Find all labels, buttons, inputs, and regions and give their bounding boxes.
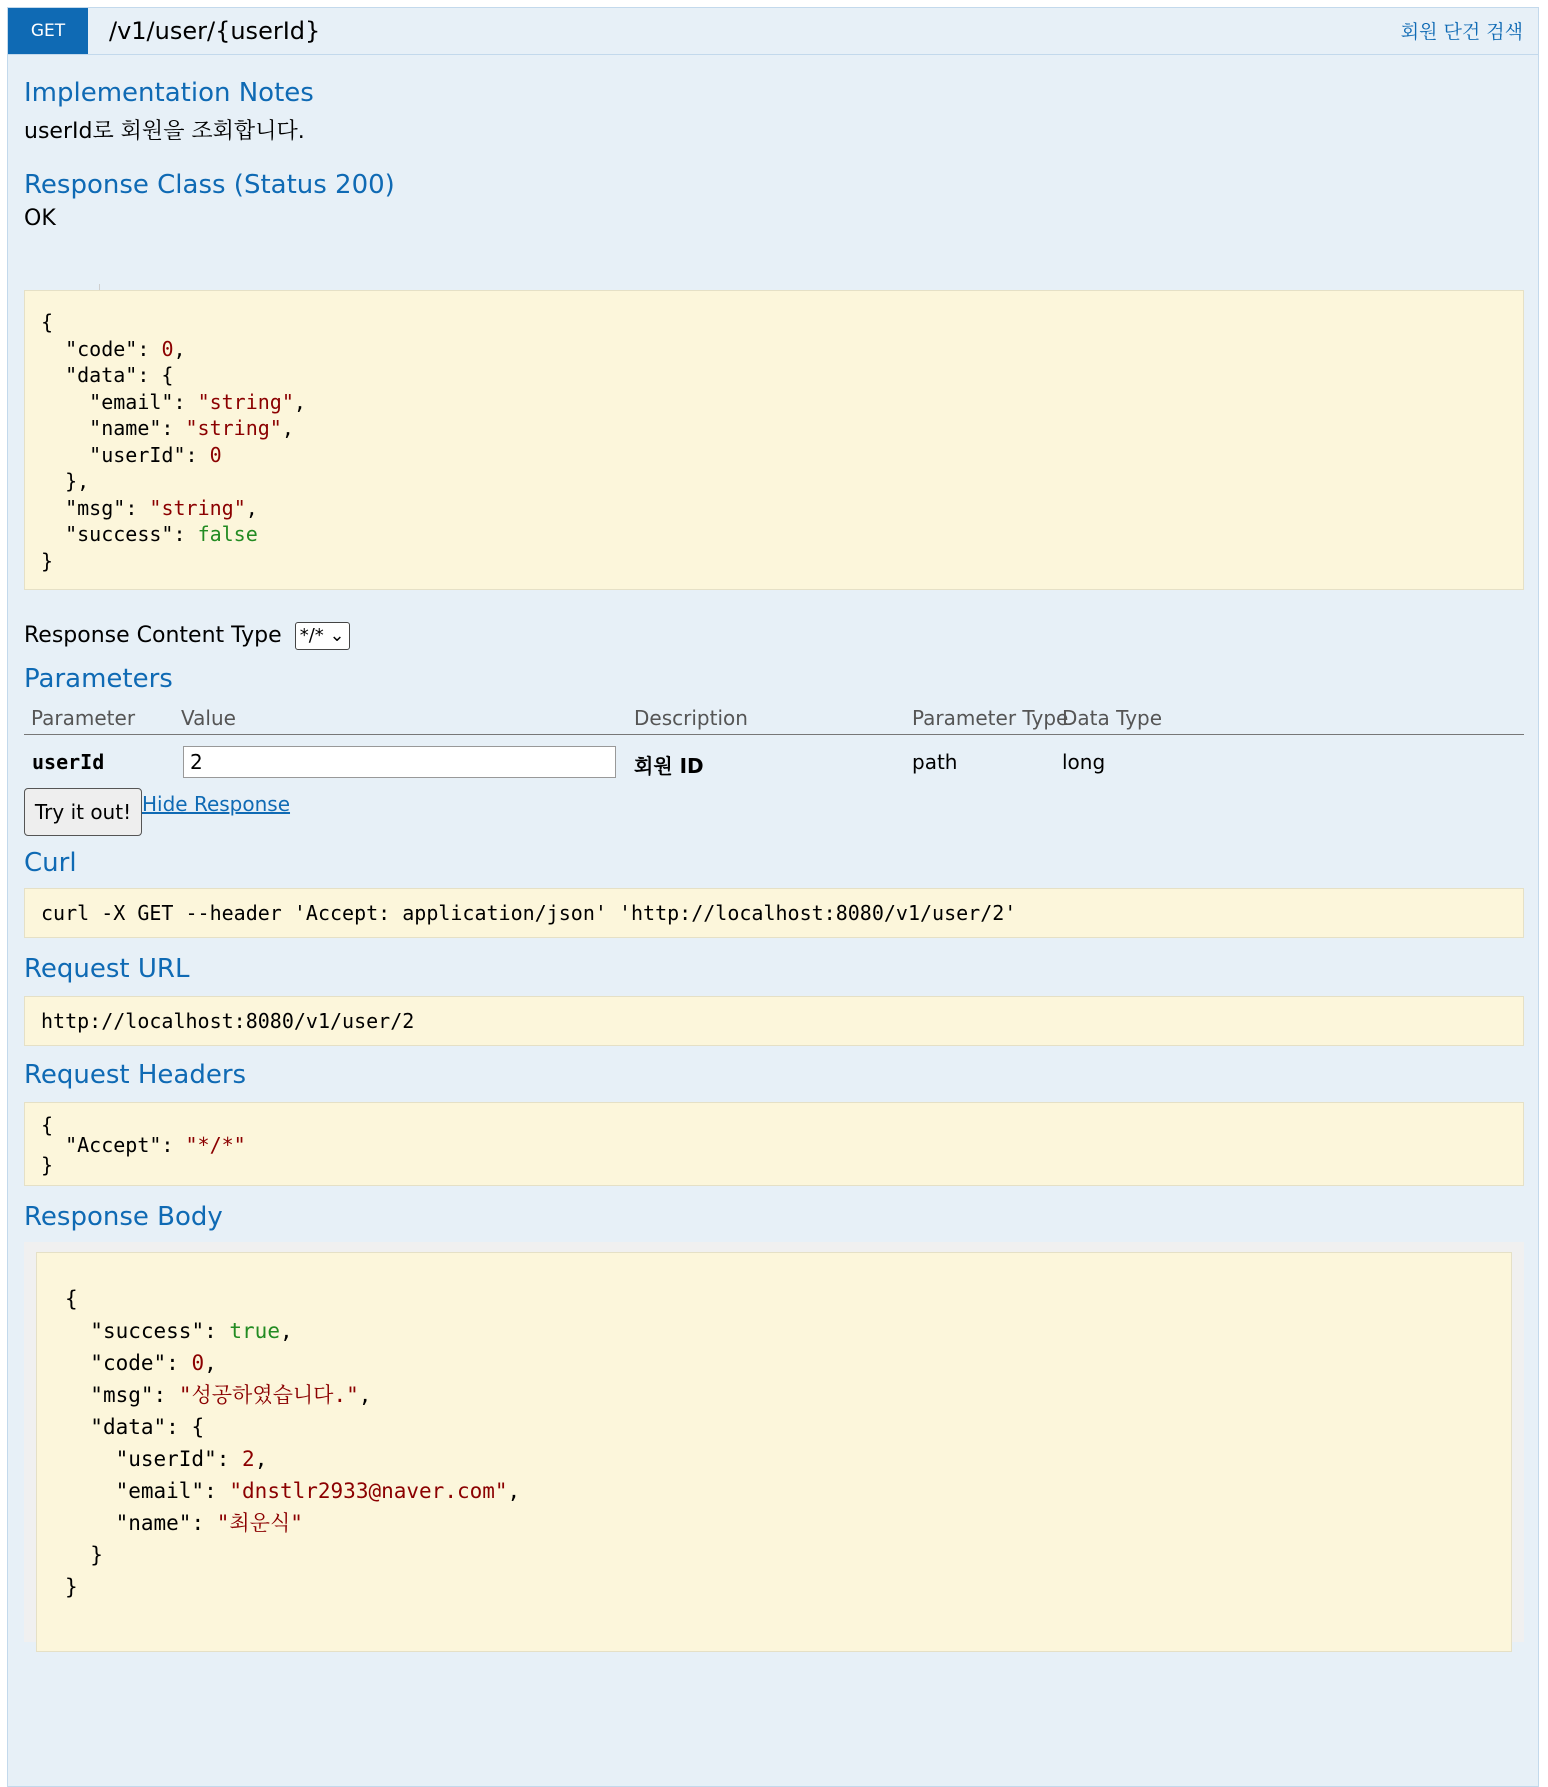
response-class-heading: Response Class (Status 200) <box>24 170 395 200</box>
parameter-description: 회원 ID <box>634 754 704 778</box>
operation-header[interactable] <box>8 8 1538 55</box>
parameters-heading: Parameters <box>24 664 173 694</box>
response-content-type-row <box>24 622 350 650</box>
response-body-snippet <box>36 1252 1512 1652</box>
response-class-text: OK <box>24 206 56 231</box>
request-url-snippet <box>24 996 1524 1046</box>
curl-snippet <box>24 888 1524 938</box>
example-value-snippet <box>24 290 1524 590</box>
request-headers-code: { "Accept": "*/*" } <box>41 1113 246 1177</box>
try-it-out-button[interactable]: Try it out! <box>24 788 142 836</box>
response-content-type-label: Response Content Type <box>24 623 282 648</box>
http-method-badge[interactable]: GET <box>8 8 88 54</box>
column-header-parameter: Parameter <box>31 706 136 730</box>
parameter-name: userId <box>32 750 105 774</box>
parameter-type: path <box>912 750 958 774</box>
implementation-notes-text: userId로 회원을 조회합니다. <box>24 119 305 144</box>
request-url-value: http://localhost:8080/v1/user/2 <box>41 1009 415 1033</box>
table-row <box>24 740 1524 790</box>
userid-input[interactable] <box>183 746 616 778</box>
operation-panel <box>7 7 1539 1787</box>
response-body-code: { "success": true, "code": 0, "msg": "성공하였습니다.", "data": { "userId": 2, "email": "dnstlr2933@naver.com", "name": "최운식" } } <box>65 1287 521 1599</box>
column-header-parameter-type: Parameter Type <box>912 706 1069 730</box>
example-value-code: { "code": 0, "data": { "email": "string", "name": "string", "userId": 0 }, "msg": "string", "success": false } <box>41 310 306 573</box>
curl-command: curl -X GET --header 'Accept: application/json' 'http://localhost:8080/v1/user/2' <box>41 901 1017 925</box>
endpoint-path[interactable]: /v1/user/{userId} <box>109 17 321 45</box>
parameters-table-header <box>24 700 1524 735</box>
curl-heading: Curl <box>24 848 77 878</box>
response-content-type-value: */* <box>299 625 324 646</box>
request-url-heading: Request URL <box>24 954 190 984</box>
request-headers-heading: Request Headers <box>24 1060 247 1090</box>
implementation-notes-heading: Implementation Notes <box>24 78 314 108</box>
hide-response-link[interactable]: Hide Response <box>142 792 291 816</box>
request-headers-snippet <box>24 1102 1524 1186</box>
column-header-value: Value <box>181 706 236 730</box>
column-header-data-type: Data Type <box>1062 706 1163 730</box>
endpoint-summary[interactable]: 회원 단건 검색 <box>1400 21 1523 43</box>
column-header-description: Description <box>634 706 748 730</box>
chevron-down-icon: ⌄ <box>329 625 345 646</box>
response-body-heading: Response Body <box>24 1202 223 1232</box>
parameter-data-type: long <box>1062 750 1106 774</box>
response-body-container <box>24 1242 1524 1642</box>
response-content-type-select[interactable] <box>295 622 350 650</box>
